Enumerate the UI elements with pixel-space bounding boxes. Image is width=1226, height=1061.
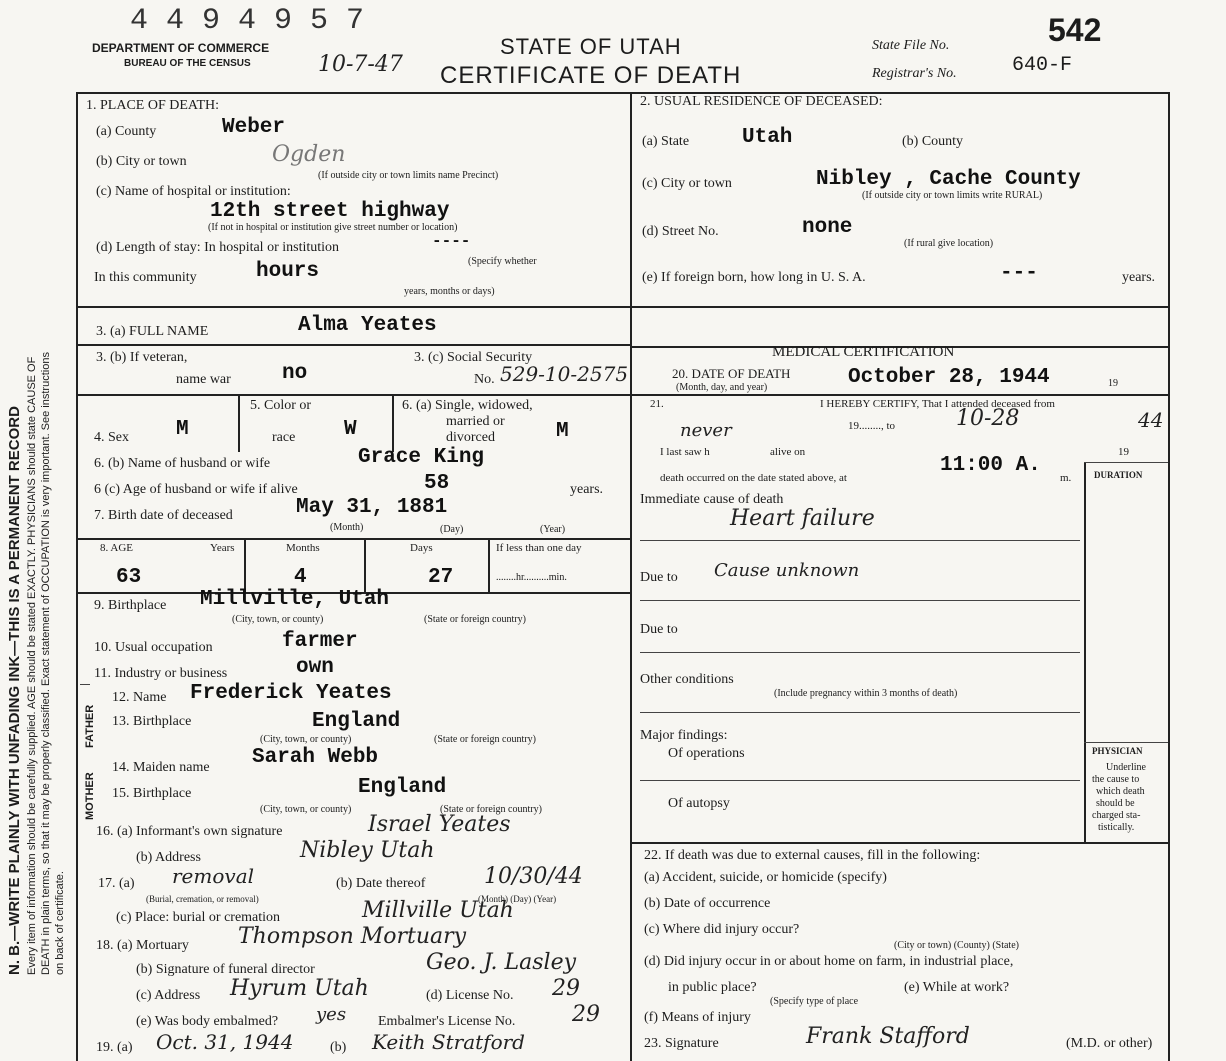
filed-label: 19. (a) [96, 1040, 133, 1055]
physician-note-2: the cause to [1092, 774, 1140, 785]
foreign-value: --- [1000, 262, 1038, 285]
frame-right [1168, 92, 1170, 1061]
external-causes-label: 22. If death was due to external causes, fill in the following: [644, 848, 981, 863]
col-color-marital [392, 396, 394, 452]
age-years-header: Years [210, 542, 235, 554]
external-c-note: (City or town) (County) (State) [894, 940, 1019, 951]
frame-middle [630, 92, 632, 1061]
age-years-value: 63 [116, 566, 142, 589]
length-of-stay-hospital: ---- [432, 232, 471, 250]
age-days-value: 27 [428, 566, 454, 589]
race-label: race [272, 430, 296, 445]
death-time-m: m. [1060, 472, 1072, 484]
hospital-label: (c) Name of hospital or institution: [96, 184, 291, 199]
mother-birthplace-value: England [358, 776, 447, 799]
attended-to-value: 10-28 [956, 406, 1020, 431]
mortuary-value: Thompson Mortuary [238, 924, 467, 949]
full-name-label: 3. (a) FULL NAME [96, 324, 209, 339]
death-occurred-label: death occurred on the date stated above, at [660, 472, 847, 484]
residence-city-value: Nibley , Cache County [816, 168, 1081, 191]
marital-label-3: divorced [446, 430, 495, 445]
other-line [640, 712, 1080, 713]
external-b: (b) Date of occurrence [644, 896, 771, 911]
spouse-value: Grace King [358, 446, 485, 469]
burial-place-label: (c) Place: burial or cremation [116, 910, 281, 925]
foreign-years: years. [1122, 270, 1156, 285]
residence-city-label: (c) City or town [642, 176, 732, 191]
physician-note-4: should be [1096, 798, 1135, 809]
license-value: 29 [552, 976, 580, 1001]
informant-label: 16. (a) Informant's own signature [96, 824, 283, 839]
mother-birthplace-label: 15. Birthplace [112, 786, 192, 801]
alive-on-label: alive on [770, 446, 806, 458]
side-instructions-3: on back of certificate. [54, 871, 66, 975]
attended-from: never [680, 420, 732, 441]
other-conditions-note: (Include pregnancy within 3 months of death) [774, 688, 958, 699]
col-sex-color [238, 396, 240, 452]
other-conditions-label: Other conditions [640, 672, 734, 687]
death-city-value: Ogden [272, 142, 346, 167]
spouse-age-value: 58 [424, 472, 450, 495]
row-divider-name [76, 344, 632, 346]
date-of-death-label: 20. DATE OF DEATH [672, 366, 791, 381]
community-value: hours [256, 260, 320, 283]
last-saw-label: I last saw h [660, 446, 710, 458]
death-county-label: (a) County [96, 124, 157, 139]
embalmer-license-value: 29 [572, 1002, 600, 1027]
operations-line [640, 780, 1080, 781]
physician-note-3: which death [1096, 786, 1145, 797]
birthplace-city-note: (City, town, or county) [232, 614, 324, 625]
state-file-number: 542 [1048, 12, 1102, 48]
physician-note-5: charged sta- [1092, 810, 1141, 821]
certify-text: I HEREBY CERTIFY, That I attended deceased from [820, 398, 1055, 410]
physician-signature: Frank Stafford [806, 1024, 970, 1049]
street-label: (d) Street No. [642, 224, 719, 239]
death-city-note: (If outside city or town limits name Precinct) [318, 170, 499, 181]
immediate-line [640, 540, 1080, 541]
immediate-cause-value: Heart failure [730, 506, 875, 531]
residence-county-label: (b) County [902, 134, 964, 149]
due-to-2-line [640, 652, 1080, 653]
marital-value: M [556, 420, 569, 443]
birth-day-note: (Day) [440, 524, 464, 535]
side-warning-main: N. B.—WRITE PLAINLY WITH UNFADING INK—THIS IS A PERMANENT RECORD [6, 406, 23, 975]
col-duration [1084, 462, 1086, 842]
industry-label: 11. Industry or business [94, 666, 228, 681]
marital-label: 6. (a) Single, widowed, [402, 398, 533, 413]
due-to-1-line [640, 600, 1080, 601]
side-instructions-2: DEATH in plain terms, so that it may be properly classified. Exact statement of OCCUPATION is very important. See instructions [40, 352, 52, 975]
occupation-value: farmer [282, 630, 358, 653]
ss-no-label: No. [474, 372, 495, 387]
death-time-value: 11:00 A. [940, 454, 1041, 477]
social-security-value: 529-10-2575 [500, 362, 629, 386]
filed-b-label: (b) [330, 1040, 347, 1055]
funeral-director-signature: Geo. J. Lasley [426, 950, 577, 975]
state-file-label: State File No. [872, 38, 950, 53]
license-label: (d) License No. [426, 988, 514, 1003]
duration-top [1084, 462, 1168, 463]
veteran-label: 3. (b) If veteran, [96, 350, 188, 365]
mother-name-value: Sarah Webb [252, 746, 379, 769]
specify-note: (Specify whether [468, 256, 537, 267]
mother-side-label: MOTHER [84, 772, 96, 820]
community-label: In this community [94, 270, 197, 285]
embalmed-value: yes [316, 1004, 347, 1025]
sex-value: M [176, 418, 189, 441]
bracket-father-top [80, 684, 90, 685]
row-divider-external [632, 842, 1168, 844]
spouse-label: 6. (b) Name of husband or wife [94, 456, 271, 471]
burial-value: removal [172, 864, 255, 888]
registrar-signature: Keith Stratford [372, 1030, 525, 1054]
industry-value: own [296, 656, 334, 679]
burial-note: (Burial, cremation, or removal) [146, 894, 259, 904]
mother-state-note: (State or foreign country) [440, 804, 542, 815]
external-c: (c) Where did injury occur? [644, 922, 800, 937]
marital-label-2: married or [446, 414, 505, 429]
specify-note-2: years, months or days) [404, 286, 495, 297]
hospital-value: 12th street highway [210, 200, 450, 223]
race-value: W [344, 418, 357, 441]
death-city-label: (b) City or town [96, 154, 187, 169]
state-title: STATE OF UTAH [500, 34, 682, 59]
age-days-header: Days [410, 542, 433, 554]
birthplace-state-note: (State or foreign country) [424, 614, 526, 625]
due-to-1-value: Cause unknown [714, 560, 860, 581]
burial-date-label: (b) Date thereof [336, 876, 426, 891]
side-instructions-1: Every item of information should be carefully supplied. AGE should be stated EXACTLY. PHYSICIANS should state CAUSE OF [26, 356, 38, 975]
last-saw-year: 19 [1118, 446, 1129, 458]
war-label: name war [176, 372, 231, 387]
embalmer-license-label: Embalmer's License No. [378, 1014, 516, 1029]
birthplace-value: Millville, Utah [200, 588, 390, 611]
birth-date-value: May 31, 1881 [296, 496, 448, 519]
external-d: (d) Did injury occur in or about home on farm, in industrial place, [644, 954, 1014, 969]
father-state-note: (State or foreign country) [434, 734, 536, 745]
external-d-note: (Specify type of place [770, 996, 859, 1007]
attended-to-year: 44 [1138, 408, 1164, 432]
duration-header: DURATION [1094, 470, 1143, 480]
stamp-number: 4 4 9 4 9 5 7 [130, 4, 365, 38]
father-city-note: (City, town, or county) [260, 734, 352, 745]
col-age-months [364, 540, 366, 592]
of-operations-label: Of operations [668, 746, 745, 761]
signature-label: 23. Signature [644, 1036, 719, 1051]
row-divider-veteran [76, 394, 632, 396]
external-f: (f) Means of injury [644, 1010, 751, 1025]
place-of-death-label: 1. PLACE OF DEATH: [86, 98, 220, 113]
mortuary-address: Hyrum Utah [230, 976, 369, 1001]
hospital-note: (If not in hospital or institution give street number or location) [208, 222, 458, 233]
social-security-label: 3. (c) Social Security [414, 350, 533, 365]
occupation-label: 10. Usual occupation [94, 640, 213, 655]
medical-header: MEDICAL CERTIFICATION [772, 344, 955, 360]
informant-address-label: (b) Address [136, 850, 201, 865]
row-divider-1 [76, 306, 1170, 308]
external-e: (e) While at work? [904, 980, 1010, 995]
street-note: (If rural give location) [904, 238, 994, 249]
death-county-value: Weber [222, 116, 286, 139]
row-divider-age [76, 538, 632, 540]
burial-place-value: Millville Utah [362, 898, 514, 923]
registrar-label: Registrar's No. [872, 66, 957, 81]
date-of-death-19: 19 [1108, 378, 1118, 389]
father-name-value: Frederick Yeates [190, 682, 392, 705]
immediate-cause-label: Immediate cause of death [640, 492, 784, 507]
sex-label: 4. Sex [94, 430, 129, 445]
burial-date-value: 10/30/44 [484, 864, 583, 889]
physician-note-1: Underline [1106, 762, 1146, 773]
age-months-value: 4 [294, 566, 307, 589]
burial-date-note: (Month) (Day) (Year) [478, 894, 557, 904]
birth-year-note: (Year) [540, 524, 566, 535]
embalmed-label: (e) Was body embalmed? [136, 1014, 279, 1029]
length-of-stay-label: (d) Length of stay: In hospital or institution [96, 240, 340, 255]
handwritten-date-note: 10-7-47 [318, 52, 403, 77]
col-age-days [488, 540, 490, 592]
frame-left [76, 92, 78, 1061]
mother-city-note: (City, town, or county) [260, 804, 352, 815]
frame-top [76, 92, 1170, 94]
of-autopsy-label: Of autopsy [668, 796, 730, 811]
informant-signature: Israel Yeates [368, 812, 511, 837]
street-value: none [802, 216, 853, 239]
age-label: 8. AGE [100, 542, 133, 554]
physician-header: PHYSICIAN [1092, 746, 1143, 756]
major-findings-label: Major findings: [640, 728, 728, 743]
informant-address: Nibley Utah [300, 838, 435, 863]
certify-number: 21. [650, 398, 664, 410]
mother-name-label: 14. Maiden name [112, 760, 210, 775]
spouse-age-years: years. [570, 482, 604, 497]
birth-month-note: (Month) [330, 522, 364, 533]
due-to-1-label: Due to [640, 570, 678, 585]
mortuary-label: 18. (a) Mortuary [96, 938, 189, 953]
date-of-death-note: (Month, day, and year) [676, 382, 768, 393]
mortuary-address-label: (c) Address [136, 988, 201, 1003]
age-months-header: Months [286, 542, 320, 554]
burial-label: 17. (a) [98, 876, 135, 891]
color-label: 5. Color or [250, 398, 312, 413]
father-birthplace-value: England [312, 710, 401, 733]
full-name-value: Alma Yeates [298, 314, 437, 337]
physician-divider [1084, 742, 1168, 743]
department-label: DEPARTMENT OF COMMERCE [92, 41, 270, 55]
funeral-director-label: (b) Signature of funeral director [136, 962, 315, 977]
certificate-title: CERTIFICATE OF DEATH [440, 62, 742, 89]
birthplace-label: 9. Birthplace [94, 598, 167, 613]
residence-label: 2. USUAL RESIDENCE OF DECEASED: [640, 94, 883, 109]
residence-state-label: (a) State [642, 134, 690, 149]
physician-note-6: tistically. [1098, 822, 1135, 833]
date-of-death-value: October 28, 1944 [848, 366, 1050, 389]
residence-city-note: (If outside city or town limits write RURAL) [862, 190, 1043, 201]
father-birthplace-label: 13. Birthplace [112, 714, 192, 729]
attended-to-label: 19........, to [848, 420, 896, 432]
father-name-label: 12. Name [112, 690, 167, 705]
external-a: (a) Accident, suicide, or homicide (specify) [644, 870, 887, 885]
filed-date: Oct. 31, 1944 [156, 1030, 294, 1054]
age-less-header: If less than one day [496, 542, 582, 554]
foreign-label: (e) If foreign born, how long in U. S. A. [642, 270, 866, 285]
spouse-age-label: 6 (c) Age of husband or wife if alive [94, 482, 298, 497]
external-d2: in public place? [668, 980, 757, 995]
father-side-label: FATHER [84, 704, 96, 748]
md-label: (M.D. or other) [1066, 1036, 1153, 1051]
age-hr-min: ........hr..........min. [496, 572, 567, 583]
registrar-number: 640-F [1012, 54, 1073, 77]
col-age-years [244, 540, 246, 592]
veteran-value: no [282, 362, 308, 385]
birth-date-label: 7. Birth date of deceased [94, 508, 233, 523]
bureau-label: BUREAU OF THE CENSUS [124, 58, 251, 69]
row-divider-dod [632, 394, 1168, 396]
due-to-2-label: Due to [640, 622, 678, 637]
residence-state-value: Utah [742, 126, 793, 149]
